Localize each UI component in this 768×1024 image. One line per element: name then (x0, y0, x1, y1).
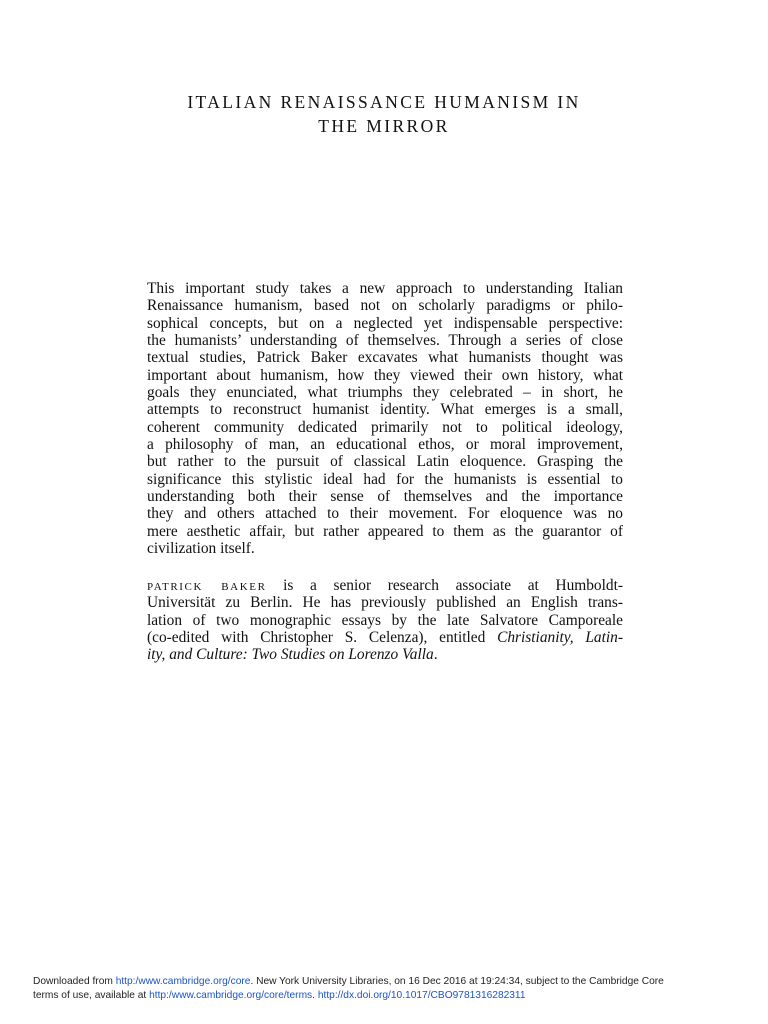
blurb-line: civilization itself. (147, 540, 255, 558)
bio-line: lation of two monographic essays by the late Salvatore Camporeale (147, 611, 623, 629)
bio-line (147, 646, 623, 663)
title-line-2: THE MIRROR (318, 115, 450, 136)
blurb-line: important about humanism, how they viewed their own history, what (147, 366, 623, 384)
cambridge-terms-link[interactable]: http:/www.cambridge.org/core/terms (149, 990, 313, 1001)
author-bio (147, 577, 623, 664)
footer-text: . New York University Libraries, on 16 Dec 2016 at 19:24:34, subject to the Cambridge Core (250, 976, 664, 987)
blurb-line: significance this stylistic ideal had for the humanists is essential to (147, 470, 623, 488)
book-blurb (147, 280, 623, 558)
blurb-line: Renaissance humanism, based not on scholarly paradigms or philo- (147, 297, 623, 315)
footer-text: . (312, 990, 318, 1001)
blurb-line: attempts to reconstruct humanist identity. What emerges is a small, (147, 401, 623, 419)
author-name: patrick baker (147, 577, 267, 594)
bio-text: . (433, 646, 438, 664)
footer-line-2 (33, 989, 753, 1003)
bio-line (147, 629, 623, 646)
book-title-italic: ity, and Culture: Two Studies on Lorenzo Valla (147, 646, 434, 664)
footer-text: Downloaded from (33, 976, 116, 987)
cambridge-core-link[interactable]: http:/www.cambridge.org/core (115, 976, 251, 987)
bio-text: is a senior research associate at Humboldt- (266, 577, 623, 594)
blurb-line: goals they enunciated, what triumphs they celebrated – in short, he (147, 384, 623, 402)
blurb-line: textual studies, Patrick Baker excavates what humanists thought was (147, 349, 623, 367)
bio-line: Universität zu Berlin. He has previously published an English trans- (147, 594, 623, 612)
footer-text: terms of use, available at (33, 990, 150, 1001)
doi-link[interactable]: http://dx.doi.org/10.1017/CBO9781316282311 (317, 990, 526, 1001)
blurb-line: a philosophy of man, an educational ethos, or moral improvement, (147, 436, 623, 454)
blurb-line: understanding both their sense of themselves and the importance (147, 488, 623, 506)
title-line-1: ITALIAN RENAISSANCE HUMANISM IN (187, 91, 581, 112)
blurb-line: the humanists’ understanding of themselves. Through a series of close (147, 332, 623, 350)
blurb-line: sophical concepts, but on a neglected yet indispensable perspective: (147, 314, 623, 332)
book-title-italic: Christianity, Latin- (497, 629, 623, 647)
bio-text: (co-edited with Christopher S. Celenza), entitled (147, 629, 498, 647)
page-title (0, 90, 768, 138)
blurb-line: This important study takes a new approach to understanding Italian (147, 280, 623, 297)
footer-line-1 (33, 975, 753, 989)
blurb-line: mere aesthetic affair, but rather appeared to them as the guarantor of (147, 522, 623, 540)
blurb-line: but rather to the pursuit of classical Latin eloquence. Grasping the (147, 453, 623, 471)
bio-line (147, 577, 623, 594)
download-footer (33, 975, 753, 1003)
blurb-line: they and others attached to their movement. For eloquence was no (147, 505, 623, 523)
blurb-line: coherent community dedicated primarily not to political ideology, (147, 418, 623, 436)
